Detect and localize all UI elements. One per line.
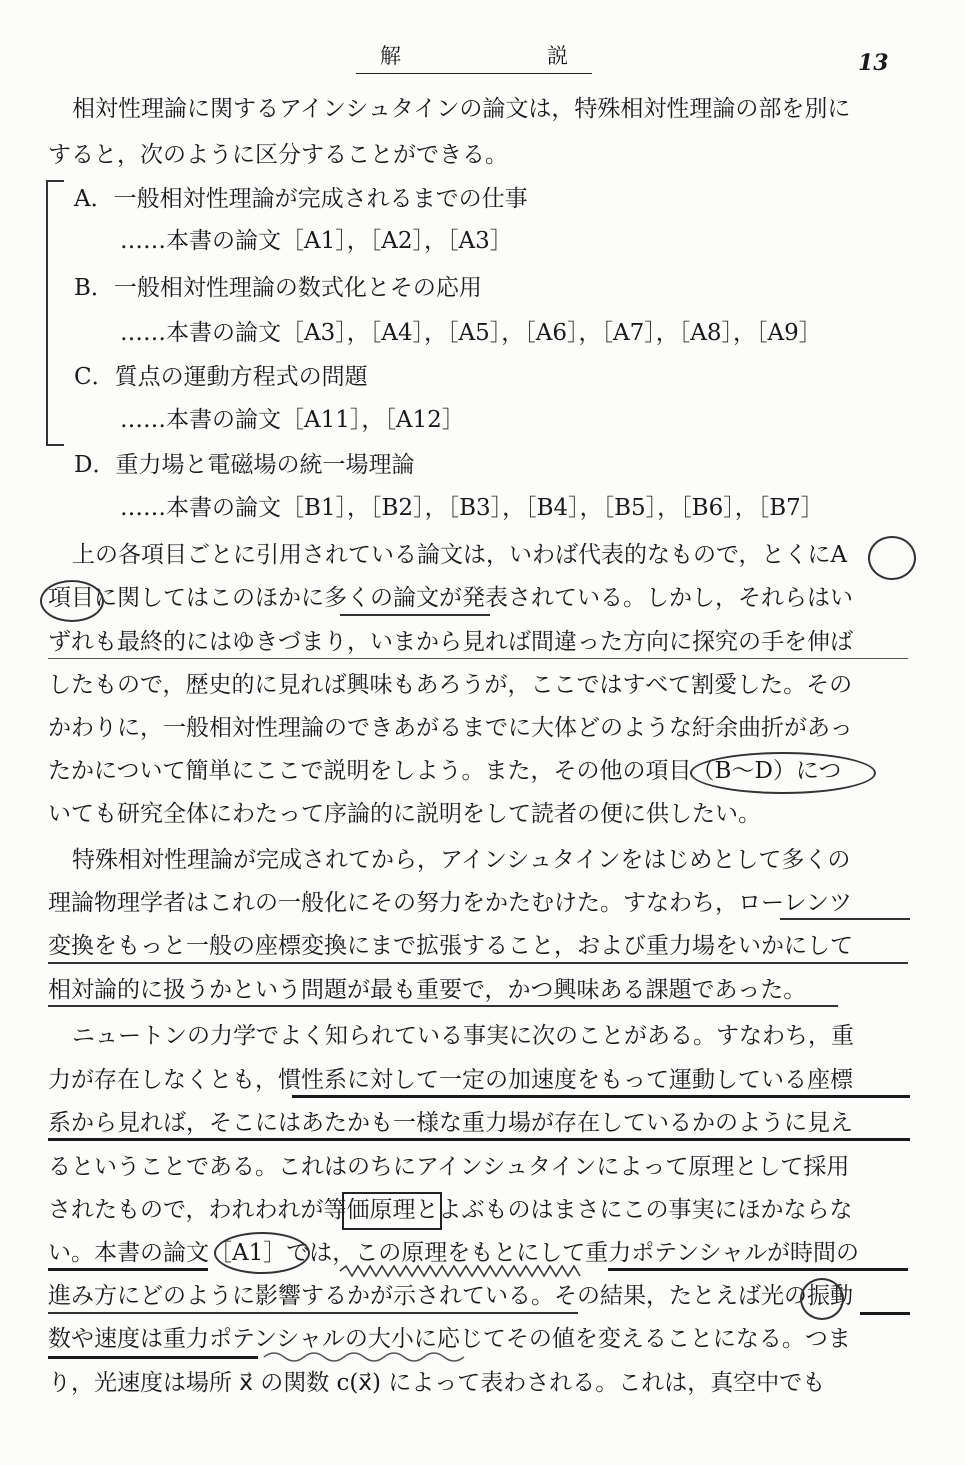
text-line: り，光速度は場所 x⃗ の関数 c(x⃗) によって表わされる。これは，真空中でも [48, 1370, 826, 1396]
text-line: るということである。これはのちにアインシュタインによって原理として採用 [48, 1154, 850, 1180]
underline-annotation [48, 1268, 208, 1271]
underline-annotation [340, 614, 490, 616]
list-item-a-refs: ……本書の論文［A1］，［A2］，［A3］ [120, 228, 513, 254]
circle-annotation-light [800, 1278, 844, 1320]
circle-annotation-a-item [40, 580, 104, 622]
text-line: 進み方にどのように影響するかが示されている。その結果，たとえば光の振動 [48, 1283, 853, 1309]
list-item-b-refs: ……本書の論文［A3］，［A4］，［A5］，［A6］，［A7］，［A8］，［A9］ [120, 320, 822, 346]
list-item-b-title: B．一般相対性理論の数式化とその応用 [74, 275, 482, 301]
text-line: されたもので，われわれが等価原理とよぶものはまさにこの事実にほかならな [48, 1197, 853, 1223]
circle-annotation-a1 [214, 1232, 310, 1274]
list-item-c-refs: ……本書の論文［A11］，［A12］ [120, 407, 465, 433]
text-line: 相対論的に扱うかという問題が最も重要で，かつ興味ある課題であった。 [48, 977, 807, 1003]
underline-annotation [780, 918, 910, 920]
text-line: い。本書の論文［A1］では，この原理をもとにして重力ポテンシャルが時間の [48, 1240, 860, 1266]
list-item-d-title: D．重力場と電磁場の統一場理論 [74, 452, 415, 478]
text-line: 系から見れば，そこにはあたかも一様な重力場が存在しているかのように見え [48, 1110, 853, 1136]
text-line: 力が存在しなくとも，慣性系に対して一定の加速度をもって運動している座標 [48, 1067, 853, 1093]
underline-annotation [860, 1312, 910, 1315]
circle-annotation-b-d [690, 752, 876, 794]
underline-annotation [48, 658, 908, 659]
wavy-underline-annotation [340, 1266, 590, 1276]
text-line: 上の各項目ごとに引用されている論文は，いわば代表的なもので，とくにA [72, 542, 848, 568]
text-line: 特殊相対性理論が完成されてから，アインシュタインをはじめとして多くの [72, 847, 851, 873]
underline-annotation [48, 1312, 578, 1314]
wavy-underline-annotation [264, 1352, 464, 1362]
text-line: たかについて簡単にここで説明をしよう。また，その他の項目（B～D）につ [48, 758, 842, 784]
box-annotation-equivalence-principle [342, 1192, 442, 1230]
underline-annotation [48, 1356, 258, 1359]
underline-annotation [608, 1268, 908, 1271]
underline-annotation [48, 962, 908, 964]
circle-annotation-a-item [868, 536, 916, 580]
text-line: すると，次のように区分することができる。 [48, 142, 508, 168]
text-line: ニュートンの力学でよく知られている事実に次のことがある。すなわち，重 [72, 1023, 854, 1049]
list-bracket [46, 180, 64, 446]
text-line: したもので，歴史的に見れば興味もあろうが，ここではすべて割愛した。その [48, 672, 853, 698]
list-item-c-title: C．質点の運動方程式の問題 [74, 364, 368, 390]
text-line: 相対性理論に関するアインシュタインの論文は，特殊相対性理論の部を別に [72, 96, 851, 122]
list-item-a-title: A．一般相対性理論が完成されるまでの仕事 [74, 186, 528, 212]
page-number: 13 [858, 50, 889, 76]
text-line: 理論物理学者はこれの一般化にその努力をかたむけた。すなわち，ローレンツ [48, 890, 852, 916]
underline-annotation [292, 1095, 910, 1098]
underline-annotation [48, 1005, 838, 1007]
underline-annotation [48, 1138, 910, 1141]
text-line: いても研究全体にわたって序論的に説明をして読者の便に供したい。 [48, 801, 761, 827]
text-line: 変換をもっと一般の座標変換にまで拡張すること，および重力場をいかにして [48, 933, 853, 959]
list-item-d-refs: ……本書の論文［B1］，［B2］，［B3］，［B4］，［B5］，［B6］，［B7］ [120, 495, 824, 521]
text-line: ずれも最終的にはゆきづまり，いまから見れば間違った方向に探究の手を伸ば [48, 629, 853, 655]
text-line: 項目に関してはこのほかに多くの論文が発表されている。しかし，それらはい [48, 585, 853, 611]
text-line: 数や速度は重力ポテンシャルの大小に応じてその値を変えることになる。つま [48, 1326, 851, 1352]
text-line: かわりに，一般相対性理論のできあがるまでに大体どのような紆余曲折があっ [48, 715, 853, 741]
page-header-title: 解 説 [356, 40, 592, 74]
